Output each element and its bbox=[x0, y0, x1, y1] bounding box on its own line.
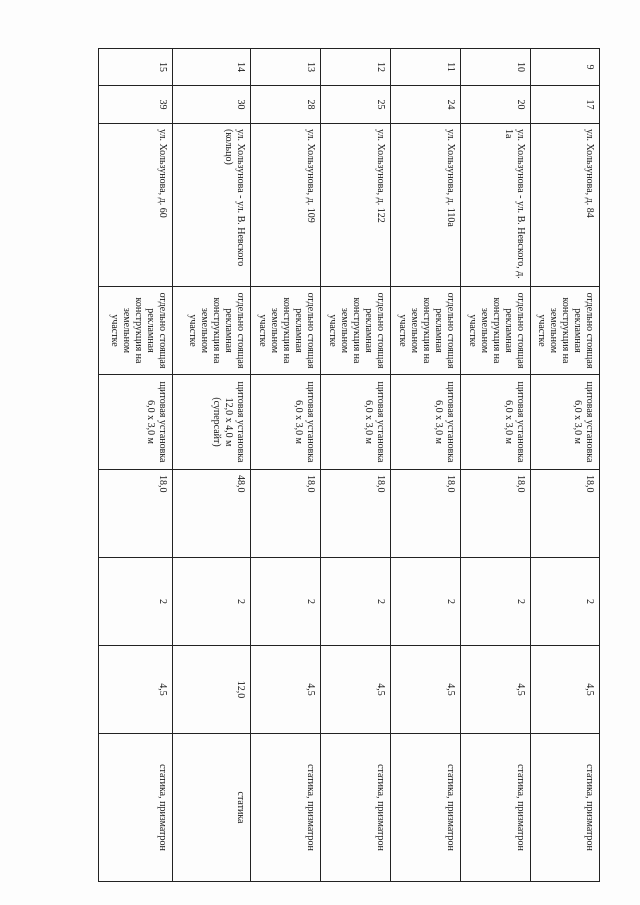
advertising-structures-table bbox=[98, 48, 600, 882]
sides-count-cell: 2 bbox=[531, 558, 600, 646]
structure-code: 20 bbox=[461, 86, 531, 124]
structure-description-cell: щитовая установка 6,0 х 3,0 м bbox=[531, 375, 600, 470]
sides-count-cell: 2 bbox=[391, 558, 461, 646]
height-cell: 4,5 bbox=[99, 646, 173, 734]
structure-description-cell: щитовая установка 12,0 х 4,0 м (суперсайт) bbox=[173, 375, 251, 470]
height-cell: 4,5 bbox=[321, 646, 391, 734]
table-row bbox=[251, 49, 321, 882]
sides-count-cell: 2 bbox=[321, 558, 391, 646]
table-row bbox=[391, 49, 461, 882]
structure-description-cell: щитовая установка 6,0 х 3,0 м bbox=[251, 375, 321, 470]
rotated-table-wrapper bbox=[102, 48, 600, 881]
height-cell: 4,5 bbox=[251, 646, 321, 734]
technology-cell: статика, призматрон bbox=[251, 734, 321, 882]
row-number: 13 bbox=[251, 49, 321, 86]
address-cell: ул. Хользунова, д. 60 bbox=[99, 124, 173, 287]
address-cell: ул. Хользунова - ул. В. Невского (кольцо) bbox=[173, 124, 251, 287]
structure-type-cell: отдельно стоящая рекламная конструкция на земельном участке bbox=[173, 287, 251, 375]
table-row bbox=[99, 49, 173, 882]
structure-code: 24 bbox=[391, 86, 461, 124]
height-cell: 4,5 bbox=[461, 646, 531, 734]
structure-description-cell: щитовая установка 6,0 х 3,0 м bbox=[99, 375, 173, 470]
height-cell: 4,5 bbox=[391, 646, 461, 734]
row-number: 12 bbox=[321, 49, 391, 86]
table-row bbox=[461, 49, 531, 882]
structure-code: 39 bbox=[99, 86, 173, 124]
technology-cell: статика, призматрон bbox=[461, 734, 531, 882]
sides-count-cell: 2 bbox=[173, 558, 251, 646]
table-row bbox=[531, 49, 600, 882]
area-cell: 18,0 bbox=[99, 470, 173, 558]
row-number: 15 bbox=[99, 49, 173, 86]
height-cell: 12,0 bbox=[173, 646, 251, 734]
structure-type-cell: отдельно стоящая рекламная конструкция на земельном участке bbox=[461, 287, 531, 375]
address-cell: ул. Хользунова, д. 110а bbox=[391, 124, 461, 287]
technology-cell: статика, призматрон bbox=[99, 734, 173, 882]
area-cell: 18,0 bbox=[531, 470, 600, 558]
sides-count-cell: 2 bbox=[99, 558, 173, 646]
table-row bbox=[321, 49, 391, 882]
structure-type-cell: отдельно стоящая рекламная конструкция на земельном участке bbox=[99, 287, 173, 375]
technology-cell: статика bbox=[173, 734, 251, 882]
address-cell: ул. Хользунова, д. 122 bbox=[321, 124, 391, 287]
area-cell: 48,0 bbox=[173, 470, 251, 558]
technology-cell: статика, призматрон bbox=[321, 734, 391, 882]
sides-count-cell: 2 bbox=[251, 558, 321, 646]
address-cell: ул. Хользунова, д. 84 bbox=[531, 124, 600, 287]
structure-code: 28 bbox=[251, 86, 321, 124]
structure-type-cell: отдельно стоящая рекламная конструкция на земельном участке bbox=[251, 287, 321, 375]
row-number: 10 bbox=[461, 49, 531, 86]
structure-type-cell: отдельно стоящая рекламная конструкция на земельном участке bbox=[321, 287, 391, 375]
structure-code: 25 bbox=[321, 86, 391, 124]
area-cell: 18,0 bbox=[391, 470, 461, 558]
technology-cell: статика, призматрон bbox=[531, 734, 600, 882]
sides-count-cell: 2 bbox=[461, 558, 531, 646]
structure-type-cell: отдельно стоящая рекламная конструкция на земельном участке bbox=[391, 287, 461, 375]
row-number: 14 bbox=[173, 49, 251, 86]
structure-description-cell: щитовая установка 6,0 х 3,0 м bbox=[461, 375, 531, 470]
address-cell: ул. Хользунова, д. 109 bbox=[251, 124, 321, 287]
address-cell: ул. Хользунова - ул. В. Невского, д. 1а bbox=[461, 124, 531, 287]
structure-description-cell: щитовая установка 6,0 х 3,0 м bbox=[391, 375, 461, 470]
structure-code: 17 bbox=[531, 86, 600, 124]
structure-description-cell: щитовая установка 6,0 х 3,0 м bbox=[321, 375, 391, 470]
row-number: 11 bbox=[391, 49, 461, 86]
technology-cell: статика, призматрон bbox=[391, 734, 461, 882]
height-cell: 4,5 bbox=[531, 646, 600, 734]
area-cell: 18,0 bbox=[251, 470, 321, 558]
row-number: 9 bbox=[531, 49, 600, 86]
area-cell: 18,0 bbox=[321, 470, 391, 558]
table-row bbox=[173, 49, 251, 882]
structure-type-cell: отдельно стоящая рекламная конструкция на земельном участке bbox=[531, 287, 600, 375]
area-cell: 18,0 bbox=[461, 470, 531, 558]
structure-code: 30 bbox=[173, 86, 251, 124]
